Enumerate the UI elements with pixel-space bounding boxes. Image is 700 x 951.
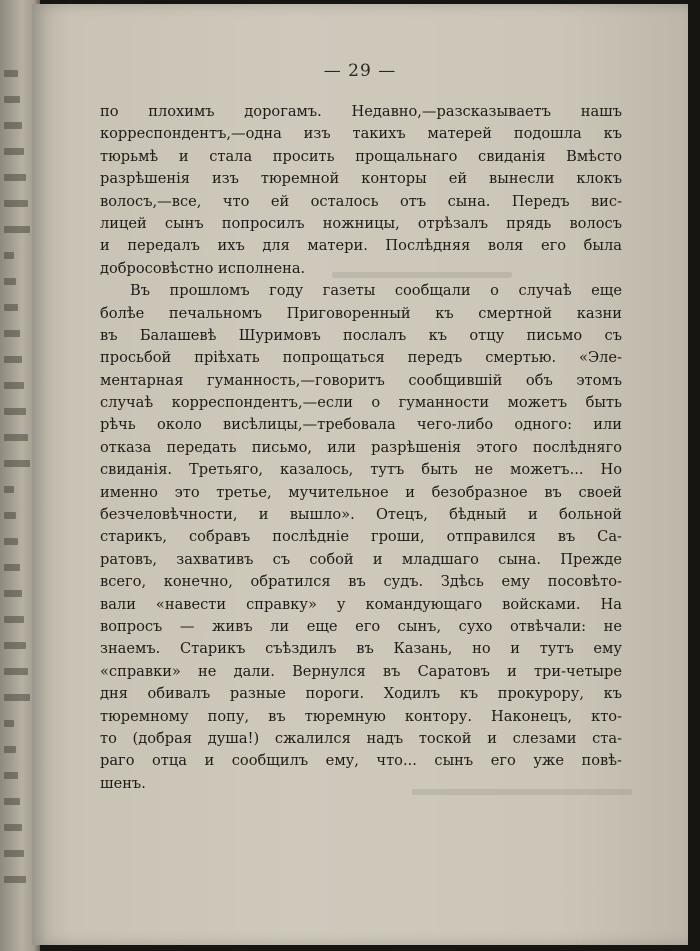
facing-page-text-fragment [4,746,16,753]
text-line: рѣчь около висѣлицы,—требовала чего-либо одного: или [100,416,622,434]
text-line: Въ прошломъ году газеты сообщали о случаѣ еще [130,282,622,300]
facing-page-text-fragment [4,408,26,415]
text-line: именно это третье, мучительное и безобразное въ своей [100,483,622,501]
facing-page-text-fragment [4,278,16,285]
facing-page-text-fragment [4,434,28,441]
facing-page-text-fragment [4,772,18,779]
text-line: тюремному попу, въ тюремную контору. Наконецъ, кто- [100,707,622,725]
show-through-mark [332,272,512,278]
text-line: корреспондентъ,—одна изъ такихъ матерей подошла къ [100,125,622,143]
facing-page-text-fragment [4,876,26,883]
text-line: свиданія. Третьяго, казалось, тутъ быть не можетъ... Но [100,461,622,479]
page-number: — 29 — [323,61,397,81]
facing-page-text-fragment [4,304,18,311]
text-line: раго отца и сообщилъ ему, что... сынъ его уже повѣ- [100,752,622,770]
facing-page-text-fragment [4,356,22,363]
facing-page-text-fragment [4,330,20,337]
text-line: лицей сынъ попросилъ ножницы, отрѣзалъ прядь волосъ [100,214,622,232]
facing-page-text-fragment [4,720,14,727]
text-line: болѣе печальномъ Приговоренный къ смертной казни [100,304,622,322]
text-line: старикъ, собравъ послѣдніе гроши, отправился въ Са- [100,528,622,546]
text-line: всего, конечно, обратился въ судъ. Здѣсь ему посовѣто- [100,573,622,591]
text-line: въ Балашевѣ Шуримовъ послалъ къ отцу письмо съ [100,326,622,344]
text-line: разрѣшенія изъ тюремной конторы ей вынесли клокъ [100,170,622,188]
text-line: просьбой пріѣхать попрощаться передъ смертью. «Эле- [100,349,622,367]
facing-page-text-fragment [4,174,26,181]
body-text [100,101,622,795]
facing-page-text-fragment [4,200,28,207]
facing-page-text-fragment [4,642,26,649]
facing-page-text-fragment [4,590,22,597]
text-line: «справки» не дали. Вернулся въ Саратовъ и три-четыре [100,662,622,680]
facing-page-text-fragment [4,252,14,259]
text-line: безчеловѣчности, и вышло». Отецъ, бѣдный и больной [100,506,622,524]
text-line: вали «навести справку» у командующаго войсками. На [100,595,622,613]
facing-page-text-fragment [4,850,24,857]
show-through-mark [412,789,632,795]
facing-page-text-fragment [4,538,18,545]
text-line: ментарная гуманность,—говоритъ сообщившій объ этомъ [100,371,622,389]
text-line: волосъ,—все, что ей осталось отъ сына. Передъ вис- [100,192,622,210]
text-line: добросовѣстно исполнена. [100,259,306,277]
text-line: случаѣ корреспондентъ,—если о гуманности можетъ быть [100,394,622,412]
text-line: то (добрая душа!) сжалился надъ тоской и слезами ста- [100,729,622,747]
text-line: дня обивалъ разные пороги. Ходилъ къ прокурору, къ [100,685,622,703]
text-line: и передалъ ихъ для матери. Послѣдняя воля его была [100,237,622,255]
text-line: вопросъ — живъ ли еще его сынъ, сухо отвѣчали: не [100,617,622,635]
text-line: тюрьмѣ и стала просить прощальнаго свиданія Вмѣсто [100,147,622,165]
facing-page-text-fragment [4,96,20,103]
facing-page-text-fragment [4,486,14,493]
text-line: по плохимъ дорогамъ. Недавно,—разсказываетъ нашъ [100,103,622,120]
facing-page-text-fragment [4,148,24,155]
facing-page-text-fragment [4,70,18,77]
facing-page-text-fragment [4,824,22,831]
text-line: знаемъ. Старикъ съѣздилъ въ Казань, но и тутъ ему [100,640,622,658]
facing-page-text-fragment [4,616,24,623]
facing-page-text-fragment [4,564,20,571]
book-page [32,4,688,945]
facing-page-text-fragment [4,512,16,519]
facing-page-text-fragment [4,668,28,675]
facing-page-text-fragment [4,122,22,129]
facing-page-text-fragment [4,694,30,701]
text-line: ратовъ, захвативъ съ собой и младшаго сына. Прежде [100,550,622,568]
text-line: шенъ. [100,774,146,792]
facing-page-text-fragment [4,382,24,389]
facing-page-text-fragment [4,226,30,233]
facing-page-text-fragment [4,460,30,467]
text-line: отказа передать письмо, или разрѣшенія этого послѣдняго [100,438,622,456]
facing-page-text-fragment [4,798,20,805]
